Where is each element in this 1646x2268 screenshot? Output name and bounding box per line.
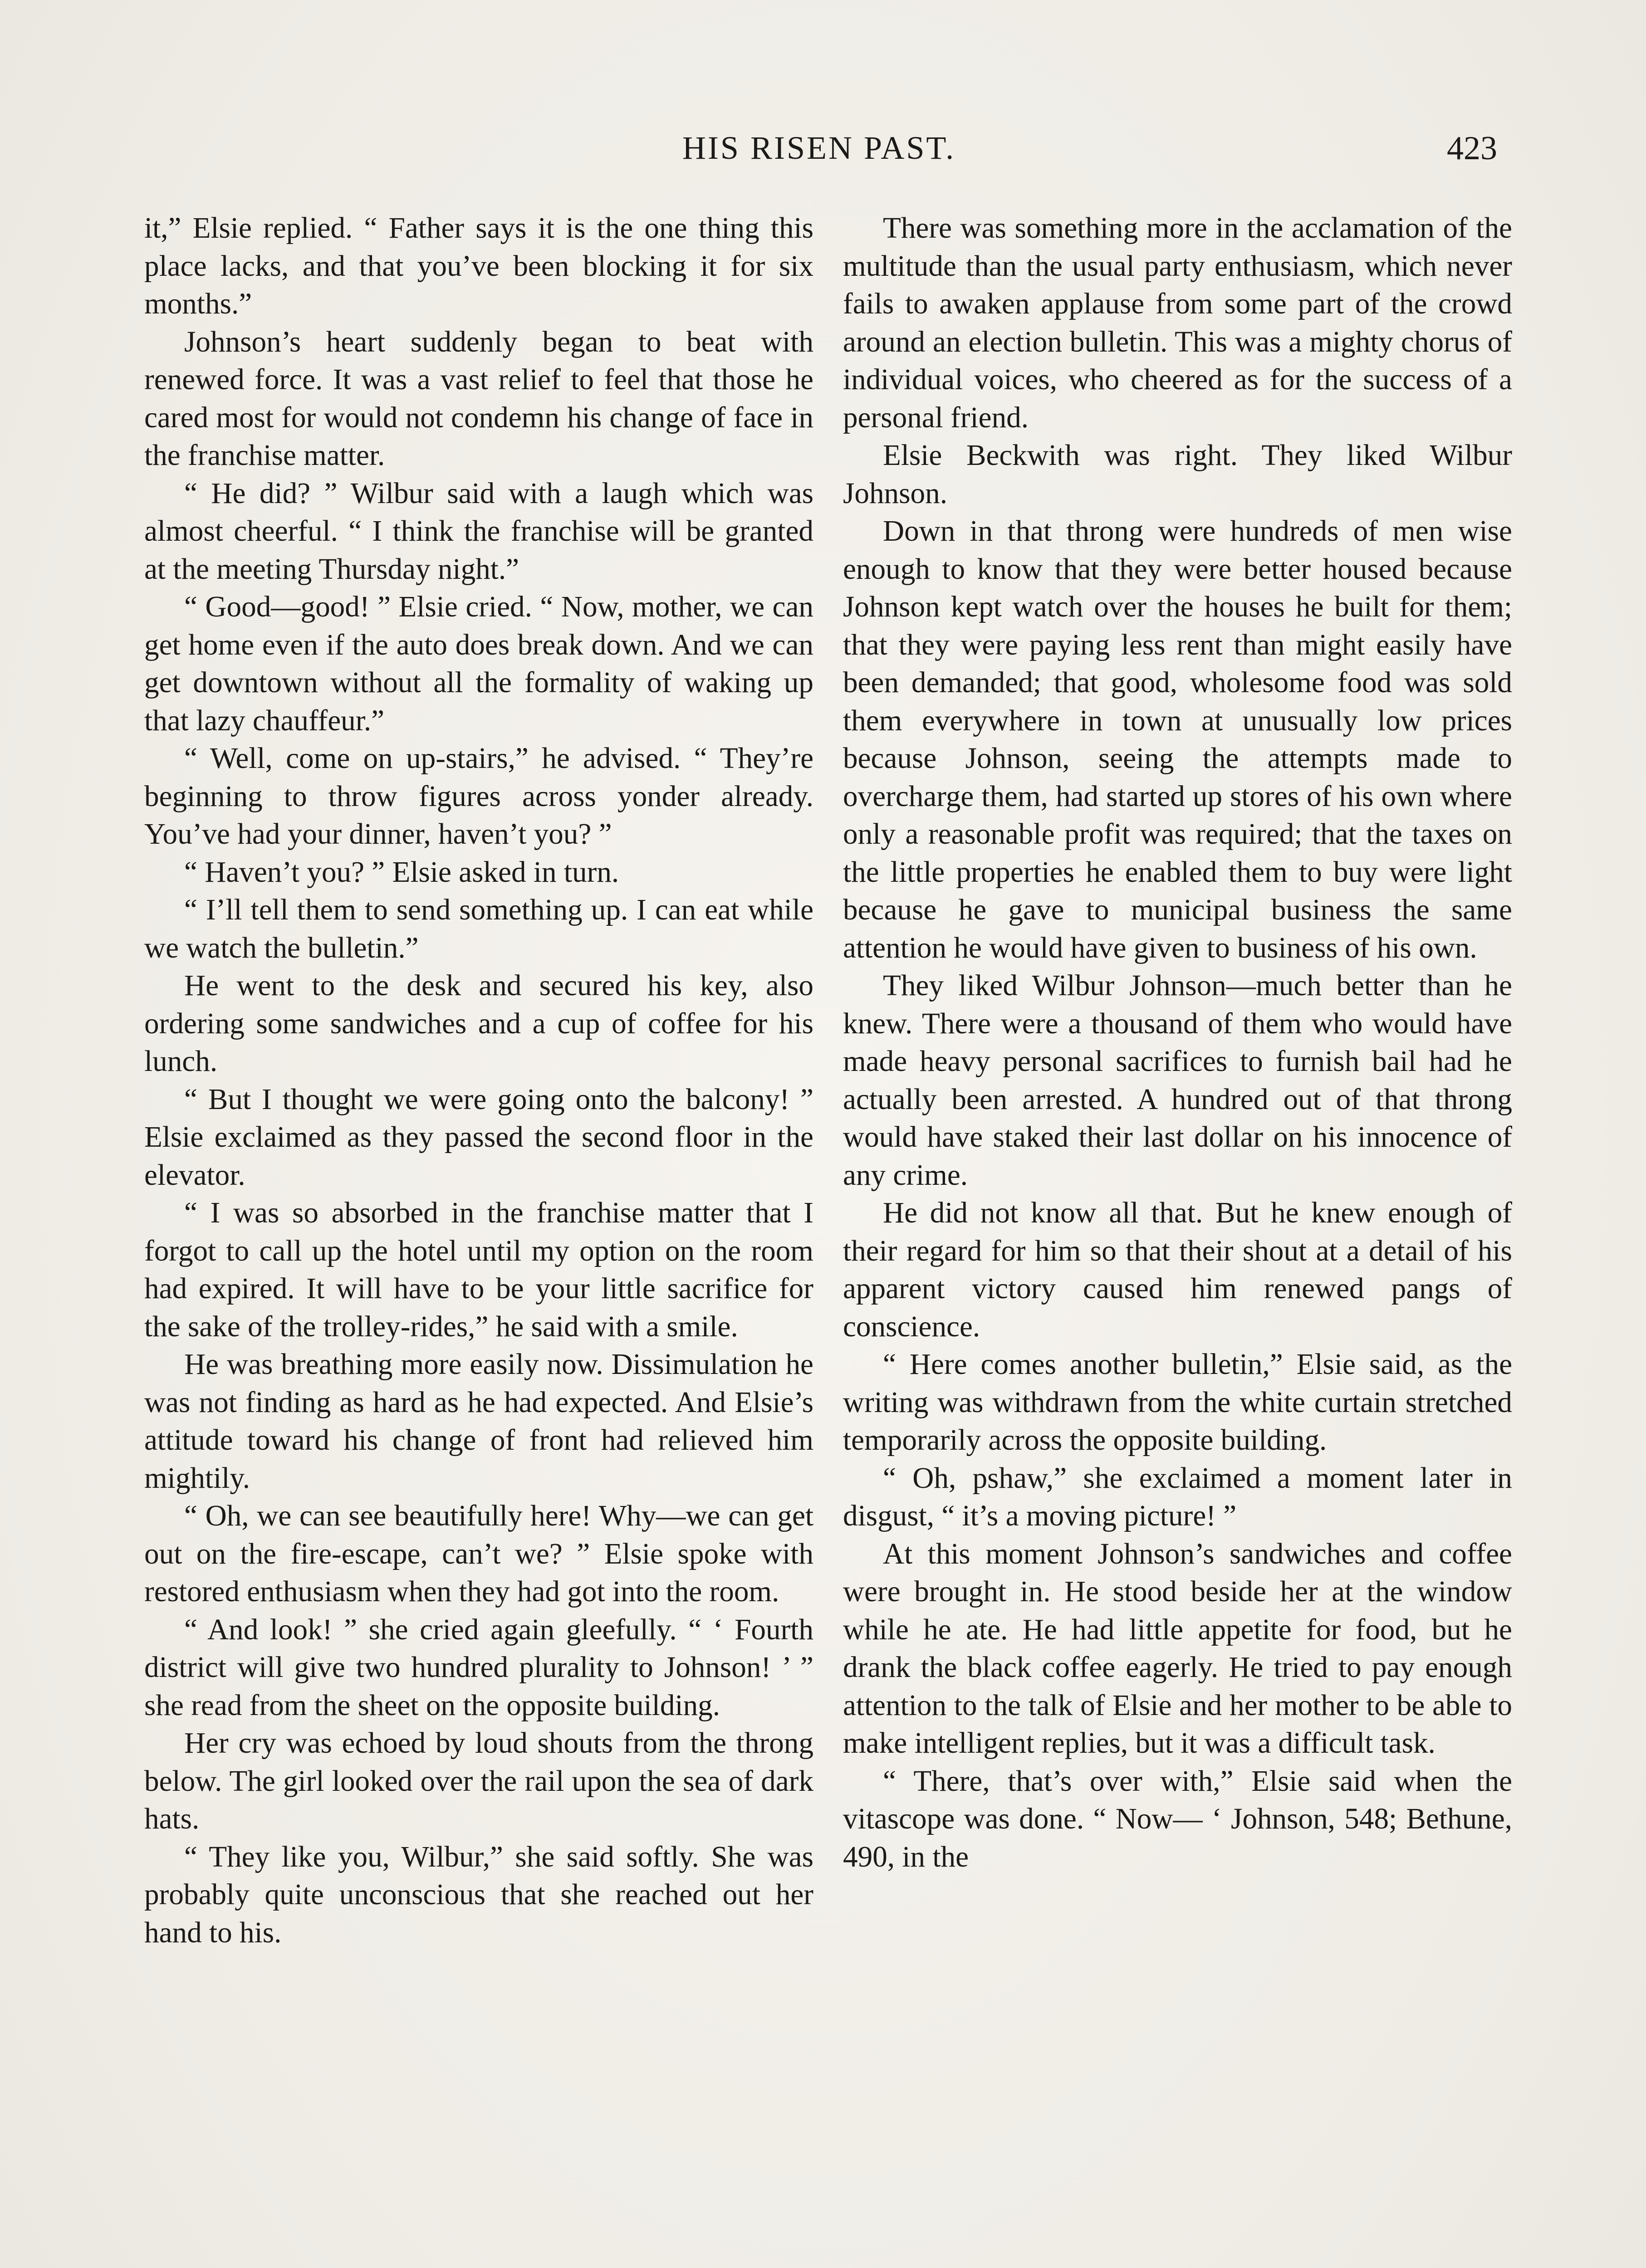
paragraph: Johnson’s heart suddenly began to beat with renewed force. It was a vast relief to feel that those he cared most for would not condemn his change of face in the franchise matter. [144,325,813,472]
paragraph: “ Well, come on up-stairs,” he advised. “ They’re beginning to throw figures across yonder already. You’ve had your dinner, haven’t you? ” [144,742,813,850]
paragraph: “ He did? ” Wilbur said with a laugh which was almost cheerful. “ I think the franchise will be granted at the meeting Thursday night.” [144,477,813,586]
paragraph: Down in that throng were hundreds of men wise enough to know that they were better housed because Johnson kept watch over the houses he built for them; that they were paying less rent than might easily have been demanded; that good, wholesome food was sold them everywhere in town at unusually low prices because Johnson, seeing the attempts made to overcharge them, had started up stores of his own where only a reasonable profit was required; that the taxes on the little properties he enabled them to buy were light because he gave to municipal business the same attention he would have given to business of his own. [843,515,1512,964]
paragraph: “ But I thought we were going onto the balcony! ” Elsie exclaimed as they passed the second floor in the elevator. [144,1083,813,1192]
running-title: HIS RISEN PAST. [682,130,956,166]
paragraph: “ I’ll tell them to send something up. I can eat while we watch the bulletin.” [144,894,813,964]
page-header [136,129,1502,179]
paragraph: “ There, that’s over with,” Elsie said when the vitascope was done. “ Now— ‘ Johnson, 548; Bethune, 490, in the [843,1765,1512,1873]
paragraph: “ Oh, we can see beautifully here! Why—we can get out on the fire-escape, can’t we? ” Elsie spoke with restored enthusiasm when they had got into the room. [144,1500,813,1608]
paragraph: At this moment Johnson’s sandwiches and coffee were brought in. He stood beside her at the window while he ate. He had little appetite for food, but he drank the black coffee eagerly. He tried to pay enough attention to the talk of Elsie and her mother to be able to make intelligent replies, but it was a difficult task. [843,1537,1512,1760]
paragraph: He went to the desk and secured his key, also ordering some sandwiches and a cup of coffee for his lunch. [144,969,813,1078]
paragraph: “ Haven’t you? ” Elsie asked in turn. [184,855,619,889]
paragraph: He did not know all that. But he knew enough of their regard for him so that their shout at a detail of his apparent victory caused him renewed pangs of conscience. [843,1197,1512,1343]
page-number: 423 [1447,130,1497,167]
paragraph: They liked Wilbur Johnson—much better than he knew. There were a thousand of them who would have made heavy personal sacrifices to furnish bail had he actually been arrested. A hundred out of that throng would have staked their last dollar on his innocence of any crime. [843,969,1512,1192]
paragraph: “ Oh, pshaw,” she exclaimed a moment later in disgust, “ it’s a moving picture! ” [843,1461,1512,1532]
paragraph: He was breathing more easily now. Dissimulation he was not finding as hard as he had expected. And Elsie’s attitude toward his change of front had relieved him mightily. [144,1348,813,1495]
paragraph: it,” Elsie replied. “ Father says it is the one thing this place lacks, and that you’ve been blocking it for six months.” [144,212,813,320]
paragraph: Her cry was echoed by loud shouts from the throng below. The girl looked over the rail upon the sea of dark hats. [144,1727,813,1835]
paragraph: There was something more in the acclamation of the multitude than the usual party enthusiasm, which never fails to awaken applause from some part of the crowd around an election bulletin. This was a mighty chorus of individual voices, who cheered as for the success of a personal friend. [843,212,1512,434]
right-column [843,210,1512,1876]
paragraph: “ I was so absorbed in the franchise matter that I forgot to call up the hotel until my option on the room had expired. It will have to be your little sacrifice for the sake of the trolley-rides,” he said with a smile. [144,1197,813,1343]
paragraph: “ Good—good! ” Elsie cried. “ Now, mother, we can get home even if the auto does break down. And we can get downtown without all the formality of waking up that lazy chauffeur.” [144,591,813,737]
paragraph: “ Here comes another bulletin,” Elsie said, as the writing was withdrawn from the white curtain stretched temporarily across the opposite building. [843,1348,1512,1457]
paragraph: “ And look! ” she cried again gleefully. “ ‘ Fourth district will give two hundred plurality to Johnson! ’ ” she read from the sheet on the opposite building. [144,1613,813,1722]
paragraph: Elsie Beckwith was right. They liked Wilbur Johnson. [843,439,1512,510]
left-column [144,210,813,1952]
paragraph: “ They like you, Wilbur,” she said softly. She was probably quite unconscious that she reached out her hand to his. [144,1840,813,1949]
